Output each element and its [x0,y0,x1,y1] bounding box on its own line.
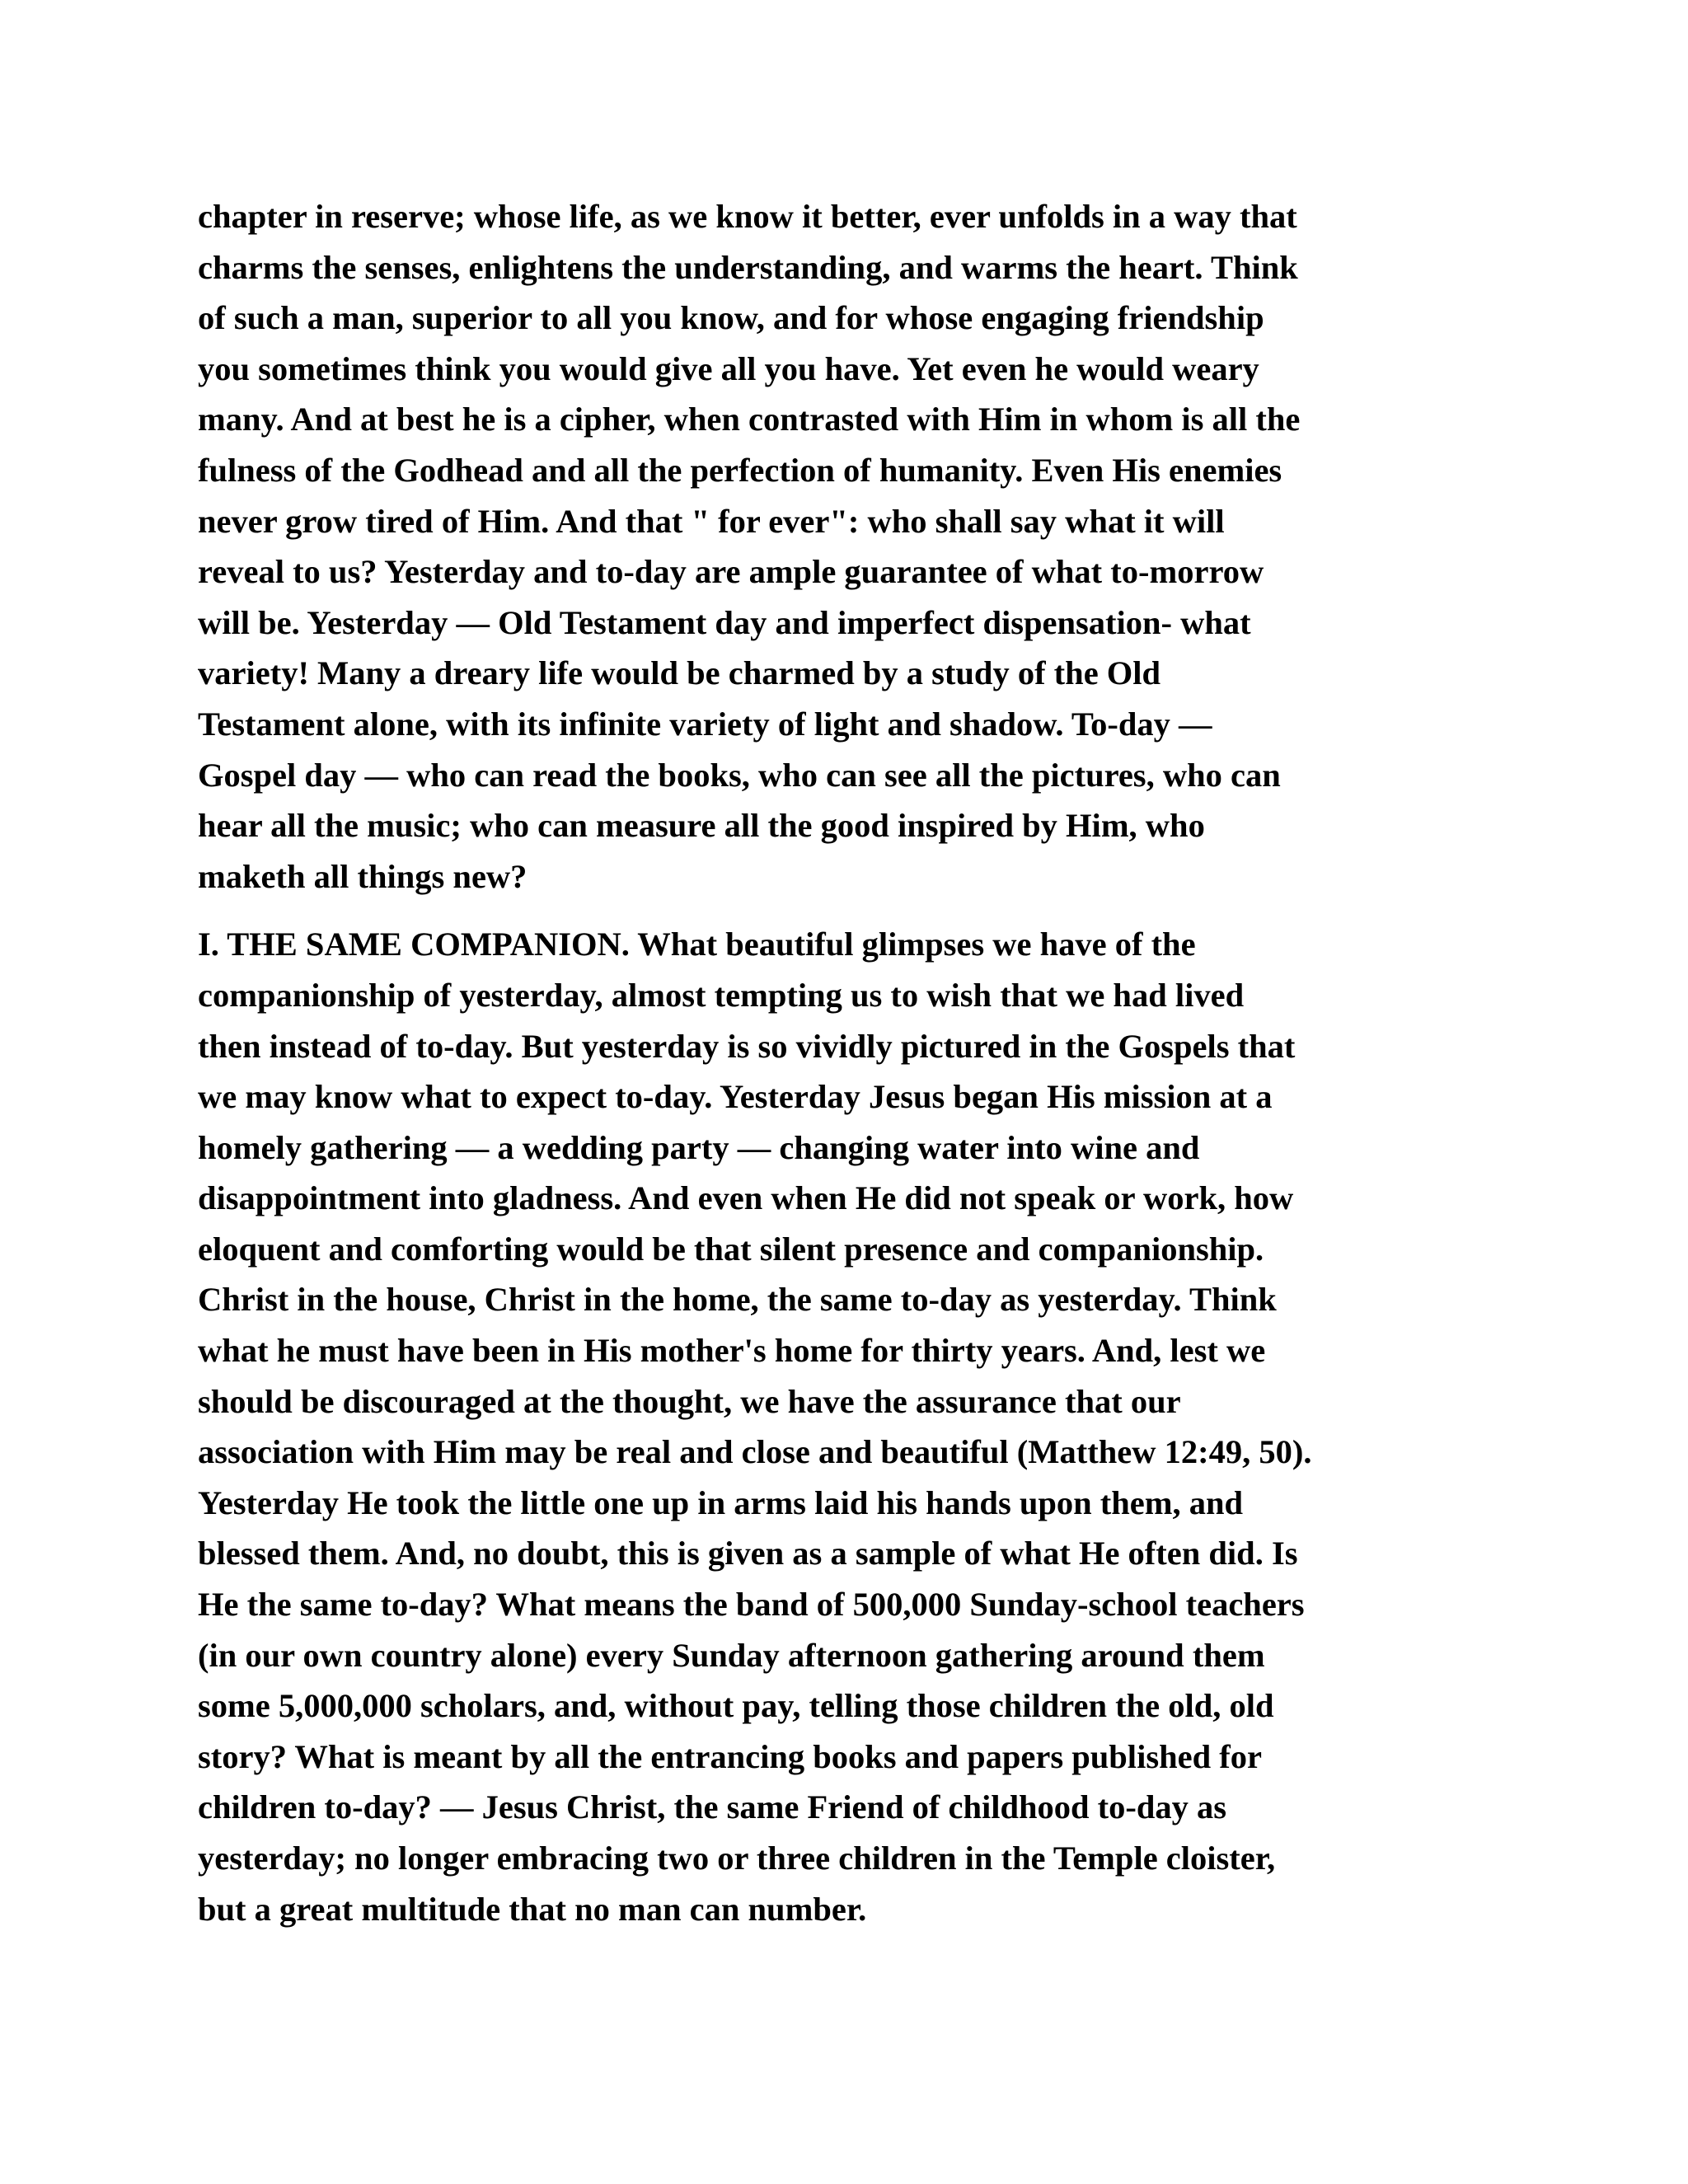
text-line: Yesterday He took the little one up in arms laid his hands upon them, and [198,1483,1244,1521]
text-line: hear all the music; who can measure all the good inspired by Him, who [198,807,1205,845]
text-column [198,191,1484,1934]
text-line: never grow tired of Him. And that " for ever": who shall say what it will [198,502,1225,540]
text-line: variety! Many a dreary life would be charmed by a study of the Old [198,654,1161,692]
text-line: some 5,000,000 scholars, and, without pay, telling those children the old, old [198,1687,1274,1725]
text-line: story? What is meant by all the entrancing books and papers published for [198,1737,1262,1775]
text-line: eloquent and comforting would be that silent presence and companionship. [198,1230,1264,1268]
text-line: chapter in reserve; whose life, as we know it better, ever unfolds in a way that [198,198,1297,235]
text-line: but a great multitude that no man can number. [198,1890,867,1928]
text-line: Christ in the house, Christ in the home, the same to-day as yesterday. Think [198,1281,1277,1319]
text-line: association with Him may be real and close and beautiful (Matthew 12:49, 50). [198,1433,1312,1471]
text-line: will be. Yesterday — Old Testament day and imperfect dispensation- what [198,603,1251,641]
text-line: what he must have been in His mother's home for thirty years. And, lest we [198,1332,1266,1370]
text-line: children to-day? — Jesus Christ, the same Friend of childhood to-day as [198,1788,1227,1826]
text-line: many. And at best he is a cipher, when contrasted with Him in whom is all the [198,401,1301,438]
text-line: of such a man, superior to all you know, and for whose engaging friendship [198,299,1264,337]
text-line: He the same to-day? What means the band of 500,000 Sunday-school teachers [198,1586,1305,1624]
text-line: we may know what to expect to-day. Yesterday Jesus began His mission at a [198,1078,1273,1116]
text-line: (in our own country alone) every Sunday afternoon gathering around them [198,1636,1265,1674]
text-line: disappointment into gladness. And even when He did not speak or work, how [198,1179,1294,1217]
text-line: Testament alone, with its infinite variety of light and shadow. To-day — [198,705,1212,743]
text-line: charms the senses, enlightens the understanding, and warms the heart. Think [198,248,1298,286]
text-line: I. THE SAME COMPANION. What beautiful glimpses we have of the [198,926,1196,963]
text-line: maketh all things new? [198,857,528,895]
text-line: should be discouraged at the thought, we have the assurance that our [198,1382,1181,1420]
text-line: yesterday; no longer embracing two or three children in the Temple cloister, [198,1840,1276,1877]
text-line: blessed them. And, no doubt, this is given as a sample of what He often did. Is [198,1535,1298,1572]
text-line: reveal to us? Yesterday and to-day are ample guarantee of what to-morrow [198,553,1264,591]
paragraph-1 [198,191,1484,902]
text-line: fulness of the Godhead and all the perfection of humanity. Even His enemies [198,451,1282,489]
text-line: Gospel day — who can read the books, who can see all the pictures, who can [198,756,1281,794]
text-line: companionship of yesterday, almost tempting us to wish that we had lived [198,976,1245,1014]
text-line: you sometimes think you would give all you have. Yet even he would weary [198,349,1259,387]
text-line: homely gathering — a wedding party — changing water into wine and [198,1128,1200,1166]
text-line: then instead of to-day. But yesterday is so vividly pictured in the Gospels that [198,1027,1296,1065]
paragraph-2 [198,919,1484,1934]
